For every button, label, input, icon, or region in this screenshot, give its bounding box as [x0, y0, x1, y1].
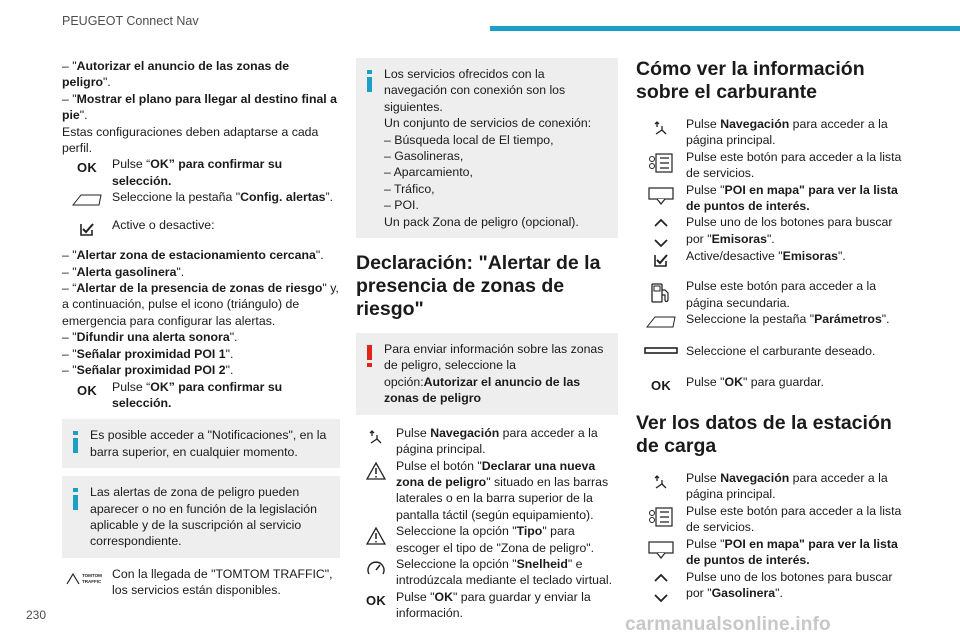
column-right	[636, 58, 906, 603]
step: Pulse este botón para acceder a la lista de servicios.	[636, 503, 906, 536]
step: Pulse este botón para acceder a la página secundaria.	[636, 278, 906, 311]
info-note: Es posible acceder a "Notificaciones", en la barra superior, en cualquier momento.	[62, 419, 340, 468]
services-list-icon	[636, 503, 686, 527]
paragraph: Estas configuraciones deben adaptarse a cada perfil.	[62, 124, 319, 156]
up-down-arrows-icon	[636, 214, 686, 248]
info-icon	[366, 70, 374, 92]
info-note: Las alertas de zona de peligro pueden aparecer o no en función de la legislación aplicable y de la suscripción al servicio correspondiente.	[62, 476, 340, 558]
warning-icon	[366, 345, 374, 367]
up-down-arrows-icon	[636, 569, 686, 603]
step: Pulse Navegación para acceder a la página principal.	[636, 470, 906, 503]
info-note: Los servicios ofrecidos con la navegación con conexión son los siguientes. Un conjunto de servicios de conexión: – Búsqueda local de El tiempo, – Gasolineras, – Aparcamiento, – Tráfico, – POI. Un pack Zona de peligro (opcional).	[356, 58, 618, 238]
tab-icon	[636, 311, 686, 329]
step: Pulse uno de los botones para buscar por "Gasolinera".	[636, 569, 906, 603]
checkbox-icon	[62, 217, 112, 237]
step: Seleccione la pestaña "Parámetros".	[636, 311, 906, 329]
fuel-pump-icon	[636, 278, 686, 304]
section-heading: Cómo ver la información sobre el carburante	[636, 58, 865, 103]
tomtom-row: TOMTOM TRAFFIC Con la llegada de "TOMTOM TRAFFIC", los servicios están disponibles.	[62, 566, 340, 599]
step: OK Pulse "OK" para guardar y enviar la información.	[365, 589, 591, 621]
step: Seleccione la opción "Snelheid" e introdúzcala mediante el teclado virtual.	[356, 556, 618, 589]
step-tab: Seleccione la pestaña "Config. alertas”.	[62, 189, 340, 207]
warning-note: Para enviar información sobre las zonas de peligro, seleccione la opción:Autorizar el anuncio de las zonas de peligro	[356, 333, 618, 415]
navigation-icon	[636, 470, 686, 490]
alert-option: – "Alerta gasolinera".	[62, 264, 185, 279]
alert-option: – "Difundir una alerta sonora".	[62, 330, 238, 345]
step-activate: Active o desactive:	[62, 217, 340, 237]
column-left	[62, 58, 340, 599]
step: Seleccione la opción "Tipo" para escoger el tipo de "Zona de peligro".	[356, 523, 618, 556]
info-icon	[72, 488, 80, 510]
ok-icon: OK	[76, 160, 98, 176]
header-accent-bar	[490, 26, 960, 31]
step: Active/desactive "Emisoras".	[636, 248, 906, 268]
setting-line: – "Mostrar el plano para llegar al destino final a pie".	[62, 91, 337, 123]
ok-icon: OK	[365, 592, 387, 608]
ok-icon: OK	[76, 382, 98, 398]
step: Pulse Navegación para acceder a la página principal.	[356, 425, 618, 458]
speedometer-icon	[356, 556, 396, 578]
step: OK Pulse "OK" para guardar.	[650, 374, 824, 393]
section-heading: Declaración: "Alertar de la presencia de zonas de riesgo"	[356, 252, 601, 321]
step: Pulse este botón para acceder a la lista de servicios.	[636, 149, 906, 182]
column-middle	[356, 58, 618, 622]
setting-line: – "Autorizar el anuncio de las zonas de peligro".	[62, 59, 290, 90]
step: Pulse "POI en mapa" para ver la lista de puntos de interés.	[636, 182, 906, 215]
alert-option: – “Alertar de la presencia de zonas de riesgo" y, a continuación, pulse el icono (triángulo) de emergencia para configurar las alertas.	[62, 281, 339, 328]
selection-bar-icon	[636, 343, 686, 355]
poi-map-icon	[636, 182, 686, 206]
step: Pulse Navegación para acceder a la página principal.	[636, 116, 906, 149]
section-heading: Ver los datos de la estación de carga	[636, 412, 892, 458]
navigation-icon	[636, 116, 686, 136]
tab-icon	[62, 189, 112, 207]
alert-option: – "Alertar zona de estacionamiento cercana".	[62, 248, 324, 263]
checkbox-icon	[636, 248, 686, 268]
page-number: 230	[26, 608, 47, 622]
warning-triangle-icon	[356, 458, 396, 480]
svg-text:TOMTOM: TOMTOM	[82, 572, 102, 578]
ok-icon: OK	[650, 377, 672, 393]
warning-triangle-icon	[356, 523, 396, 545]
alert-option: – "Señalar proximidad POI 1".	[62, 346, 234, 361]
step: Pulse el botón "Declarar una nueva zona de peligro" situado en las barras laterales o en la barra superior de la pantalla táctil (según equipamiento).	[356, 458, 618, 524]
info-icon	[72, 431, 80, 453]
watermark: carmanualsonline.info	[625, 614, 831, 635]
services-list-icon	[636, 149, 686, 173]
step: Seleccione el carburante deseado.	[636, 343, 906, 359]
step-ok: OK Pulse “OK” para confirmar su selección.	[76, 157, 283, 188]
alert-option: – "Señalar proximidad POI 2".	[62, 363, 234, 378]
navigation-icon	[356, 425, 396, 445]
step: Pulse "POI en mapa" para ver la lista de puntos de interés.	[636, 536, 906, 569]
step: Pulse uno de los botones para buscar por "Emisoras".	[636, 214, 906, 248]
svg-text:TRAFFIC: TRAFFIC	[82, 578, 102, 584]
poi-map-icon	[636, 536, 686, 560]
step-ok: OK Pulse “OK” para confirmar su selección.	[76, 379, 283, 410]
running-header: PEUGEOT Connect Nav	[62, 14, 199, 28]
tomtom-traffic-logo	[62, 566, 112, 586]
